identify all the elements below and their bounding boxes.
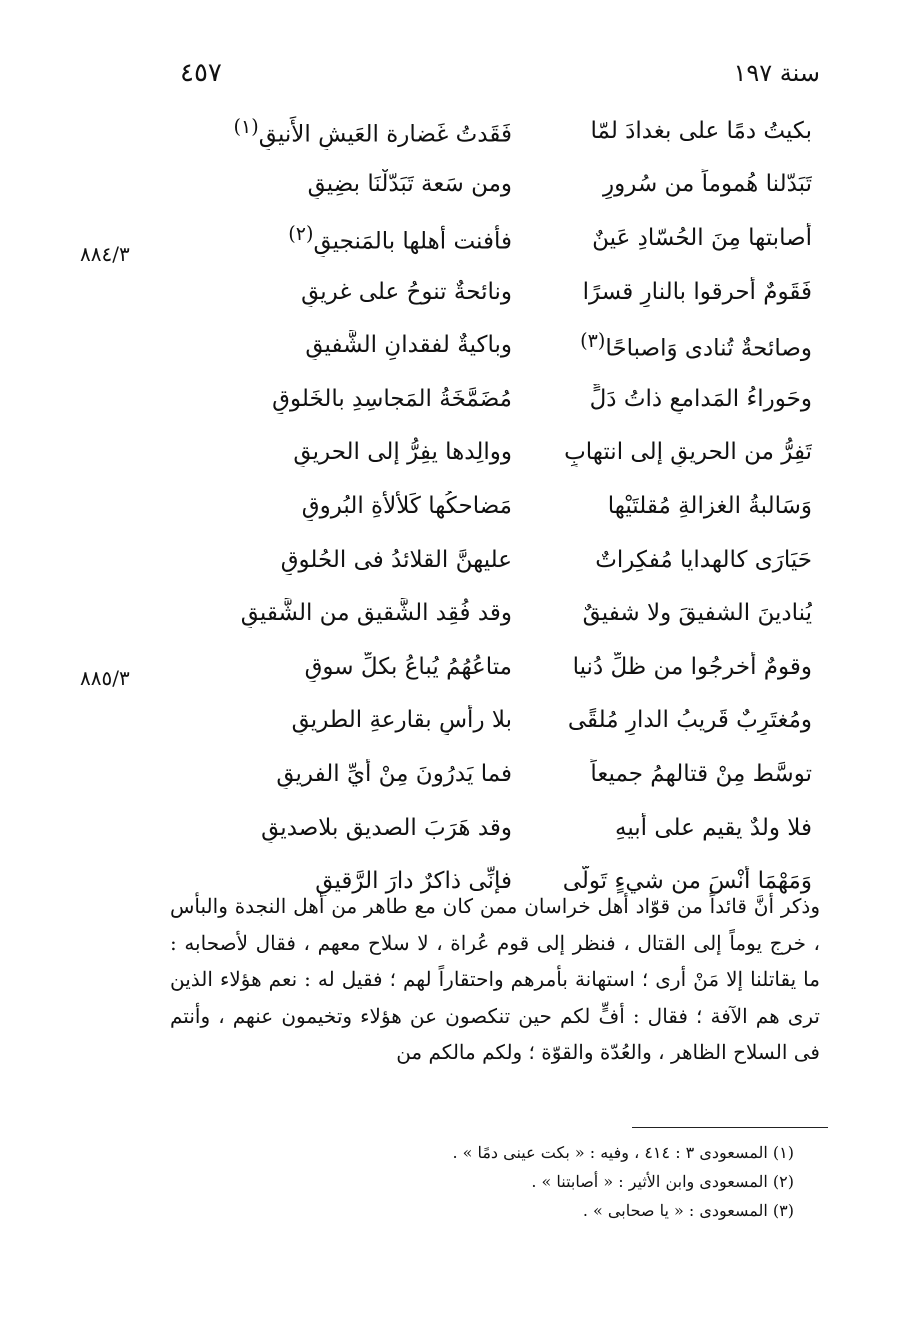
verse (200, 747, 812, 801)
verse (200, 801, 812, 855)
prose-paragraph: وذكر أنَّ قائداً من قوّاد أهل خراسان ممن كان مع طاهر من أهل النجدة والبأس ، خرج يوماً إلى القتال ، فنظر إلى قوم عُراة ، لا سلاح معهم ، فقال لأصحابه : ما يقاتلنا إلا مَنْ أرى ؛ استهانة بأمرهم واحتقاراً لهم ؛ فقيل له : نعم هؤلاء الذين ترى هم الآفة ؛ فقال : أفٍّ لكم حين تنكصون عن هؤلاء وتخيمون عنهم ، وأنتم فى السلاح الظاهر ، والعُدّة والقوّة ؛ ولكم مالكم من (170, 894, 820, 1064)
footnote: (٣) المسعودى : « يا صحابى » . (582, 1201, 794, 1220)
verse-first-hemistich (512, 326, 812, 364)
verse-text: فَقَدتُ غَضارة العَيشِ الأَنيقِ (258, 121, 512, 148)
verse-first-hemistich: وَسَالبةُ الغزالةِ مُقلتَيْها (607, 492, 812, 519)
verse (200, 318, 812, 372)
verse-text: وصائحةٌ تُنادى وَاصباحًا (605, 336, 812, 362)
verse-second-hemistich: ومن سَعة تَبَدّلْنَا بضِيقِ (307, 171, 512, 198)
footnotes (234, 1138, 794, 1225)
verse-first-hemistich: وقومٌ أخرجُوا من ظلِّ دُنيا (572, 653, 812, 680)
verse-second-hemistich: مَضاحكُها كَلألأةِ البُروقِ (301, 492, 512, 519)
verse (200, 479, 812, 533)
verse-second-hemistich: وقد فُقِد الشَّقيق من الشَّقيقِ (240, 600, 512, 627)
verse-second-hemistich: ونائحةٌ تنوحُ على غريقِ (301, 278, 512, 305)
verse (200, 265, 812, 319)
verse (200, 640, 812, 694)
footnote-marker: (٣) (580, 329, 606, 353)
verse-first-hemistich: وَمَهْمَا أنْسَ من شيءٍ تَولَّى (562, 868, 812, 895)
running-header-year: سنة ١٩٧ (733, 59, 820, 87)
verse-second-hemistich: عليهنَّ القلائدُ فى الحُلوقِ (280, 546, 512, 573)
verse-second-hemistich (200, 219, 512, 257)
verse (200, 104, 812, 158)
page-number: ٤٥٧ (180, 58, 222, 88)
verse-text: فأفنت أهلها بالمَنجيقِ (313, 228, 512, 255)
verse (200, 533, 812, 587)
verse (200, 158, 812, 212)
verse-second-hemistich: بلا رأسٍ بقارعةِ الطريقِ (291, 707, 512, 734)
poem (200, 104, 812, 908)
verse-first-hemistich: بكيتُ دمًا على بغدادَ لمّا (590, 117, 812, 144)
verse (200, 586, 812, 640)
verse-second-hemistich: فإنِّى ذاكرٌ دارَ الرَّقيقِ (315, 868, 512, 895)
footnote: (١) المسعودى ٣ : ٤١٤ ، وفيه : « بكت عينى دمًا » . (452, 1143, 794, 1162)
verse-first-hemistich: وحَوراءُ المَدامعِ ذاتُ دَلٍّ (589, 385, 812, 412)
verse-second-hemistich: مُضَمَّخَةُ المَجاسِدِ بالخَلوقِ (272, 385, 512, 412)
verse-first-hemistich: فَقَومٌ أحرقوا بالنارِ قسرًا (582, 278, 812, 305)
verse-first-hemistich: فلا ولدٌ يقيم على أبيهِ (614, 814, 812, 841)
verse-first-hemistich: تَبَدّلنا هُموماً من سُرورٍ (603, 171, 812, 198)
verse-first-hemistich: توسَّط مِنْ قتالهمُ جميعاً (590, 760, 812, 787)
footnote-marker: (١) (233, 114, 259, 138)
verse-second-hemistich: متاعُهُمُ يُباعُ بكلِّ سوقِ (304, 653, 512, 680)
verse (200, 694, 812, 748)
margin-reference: ٨٨٥/٣ (80, 666, 130, 690)
verse (200, 372, 812, 426)
verse-first-hemistich: أصابتها مِنَ الحُسّادِ عَينٌ (592, 224, 812, 251)
verse-first-hemistich: تَفِرُّ من الحريقِ إلى انتهابٍ (564, 439, 812, 466)
verse-second-hemistich: وباكيةٌ لفقدانِ الشَّفيقِ (305, 332, 512, 359)
verse (200, 211, 812, 265)
margin-reference: ٨٨٤/٣ (80, 242, 130, 266)
verse-second-hemistich (200, 112, 512, 150)
verse (200, 426, 812, 480)
footnote-divider (632, 1127, 828, 1128)
footnote: (٢) المسعودى وابن الأثير : « أصابتنا » . (531, 1172, 794, 1191)
verse-first-hemistich: حَيَارَى كالهدايا مُفكِراتٌ (595, 546, 812, 573)
verse-second-hemistich: فما يَدرُونَ مِنْ أيِّ الفريقِ (276, 760, 512, 787)
verse-first-hemistich: يُنادينَ الشفيقَ ولا شفيقٌ (582, 600, 812, 627)
verse-first-hemistich: ومُغتَرِبٌ قَريبُ الدارِ مُلقًى (567, 707, 812, 734)
verse-second-hemistich: ووالِدها يفِرُّ إلى الحريقِ (293, 439, 512, 466)
footnote-marker: (٢) (288, 222, 314, 246)
verse-second-hemistich: وقد هَرَبَ الصديق بلاصديقِ (261, 814, 512, 841)
